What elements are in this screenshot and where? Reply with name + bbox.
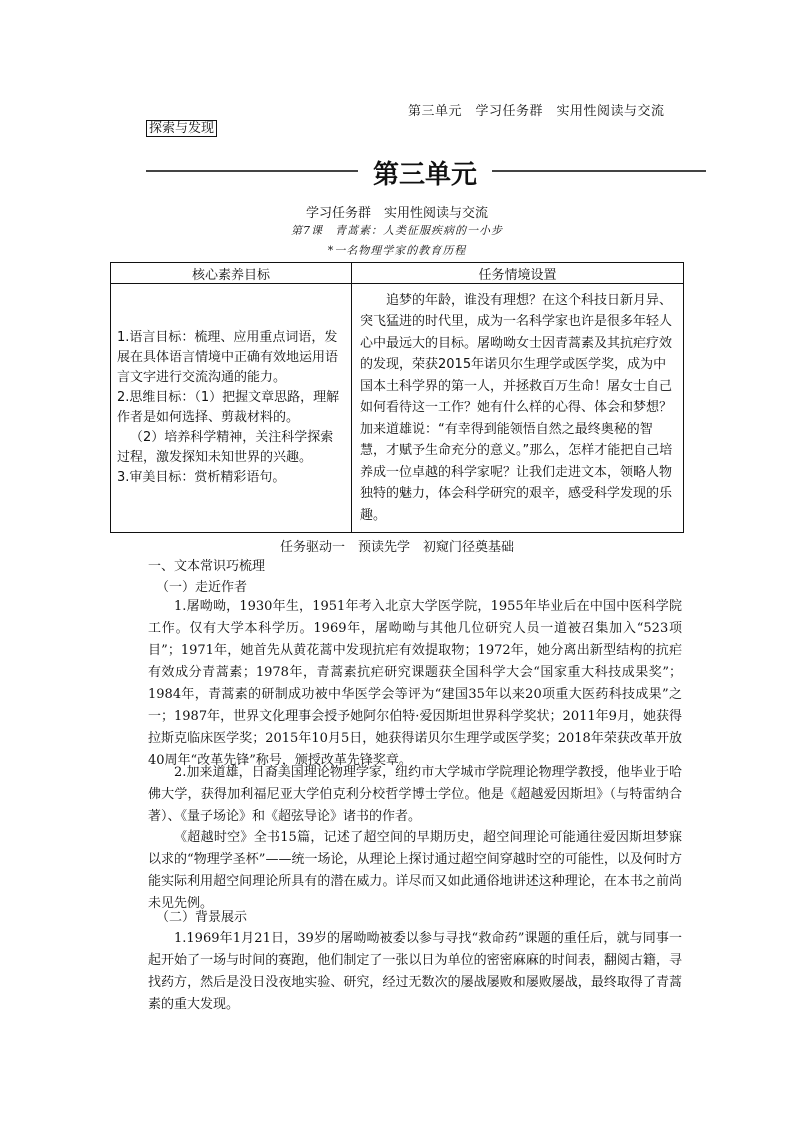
paragraph-tu-youyou	[148, 596, 682, 772]
subheading-background: （二）背景展示	[156, 910, 248, 925]
paragraph-text: 《超越时空》全书15篇，记述了超空间的早期历史，超空间理论可能通往爱因斯坦梦寐以求的“物理学圣杯”——统一场论，从理论上探讨通过超空间穿越时空的可能性，以及何时方能实际利用超空间理论所具有的潜在威力。详尽而又如此通俗地讲述这种理论，在本书之前尚未见先例。	[148, 830, 682, 911]
goals-table	[110, 262, 684, 533]
core-goals-header: 核心素养目标	[111, 263, 352, 284]
paragraph-text: 2.加来道雄，日裔美国理论物理学家，纽约市大学城市学院理论物理学教授，他毕业于哈佛大学，获得加利福尼亚大学伯克利分校哲学博士学位。他是《超越爱因斯坦》（与特雷纳合著）、《量子场论》和《超弦导论》诸书的作者。	[148, 765, 682, 824]
paragraph-text: 1.1969年1月21日，39岁的屠呦呦被委以参与寻找“救命药”课题的重任后，就与同事一起开始了一场与时间的赛跑，他们制定了一张以日为单位的密密麻麻的时间表，翻阅古籍，寻找药方，然后是没日没夜地实验、研究，经过无数次的屡战屡败和屡败屡战，最终取得了青蒿素的重大发现。	[148, 931, 682, 1012]
paragraph-background	[148, 928, 682, 1016]
core-goals-cell	[111, 284, 352, 533]
task-group-title: 学习任务群 实用性阅读与交流	[305, 206, 488, 221]
heading-text-knowledge: 一、文本常识巧梳理	[148, 559, 266, 574]
goal-thinking: 2.思维目标：（1）把握文章思路，理解作者是如何选择、剪裁材料的。	[117, 390, 340, 425]
title-rule-right	[492, 170, 706, 172]
goal-thinking-2: （2）培养科学精神，关注科学探索过程，激发探知未知世界的兴趣。	[117, 430, 334, 465]
lesson-subtitle: *一名物理学家的教育历程	[327, 244, 467, 257]
paragraph-text: 1.屠呦呦，1930年生，1951年考入北京大学医学院，1955年毕业后在中国中医科学院工作。仅有大学本科学历。1969年，屠呦呦与其他几位研究人员一道被召集加入“523项目”；1971年，她首先从黄花蒿中发现抗疟有效提取物；1972年，她分离出新型结构的抗疟有效成分青蒿素；1978年，青蒿素抗疟研究课题获全国科学大会“国家重大科技成果奖”；1984年，青蒿素的研制成功被中华医学会等评为“建国35年以来20项重大医药科技成果”之一；1987年，世界文化理事会授予她阿尔伯特·爱因斯坦世界科学奖状；2011年9月，她获得拉斯克临床医学奖；2015年10月5日，她获得诺贝尔生理学或医学奖；2018年荣获改革开放40周年“改革先锋”称号，颁授改革先锋奖章。	[148, 599, 682, 768]
unit-title: 第三单元	[372, 160, 477, 190]
goal-language: 1.语言目标：梳理、应用重点词语，发展在具体语言情境中正确有效地运用语言文字进行交流沟通的能力。	[117, 330, 339, 385]
title-rule-left	[146, 170, 358, 172]
paragraph-hyperspace	[148, 827, 682, 915]
goal-aesthetic: 3.审美目标：赏析精彩语句。	[117, 470, 286, 485]
task-drive-title: 任务驱动一 预读先学 初窥门径奠基础	[279, 540, 514, 555]
subheading-author: （一）走近作者	[156, 580, 248, 595]
running-head: 第三单元 学习任务群 实用性阅读与交流	[408, 104, 665, 119]
section-tag: 探索与发现	[146, 120, 217, 137]
scenario-header: 任务情境设置	[352, 263, 684, 284]
scenario-cell	[352, 284, 684, 533]
scenario-text: 追梦的年龄，谁没有理想？在这个科技日新月异、突飞猛进的时代里，成为一名科学家也许是很多年轻人心中最远大的目标。屠呦呦女士因青蒿素及其抗疟疗效的发现，荣获2015年诺贝尔生理学或医学奖，成为中国本土科学界的第一人，并拯救百万生命！屠女士自己如何看待这一工作？她有什么样的心得、体会和梦想？ 加来道雄说：“有幸得到能领悟自然之最终奥秘的智慧，才赋予生命充分的意义。”那么，怎样才能把自己培养成一位卓越的科学家呢？让我们走进文本，领略人物独特的魅力，体会科学研究的艰辛，感受科学发现的乐趣。	[360, 292, 673, 523]
lesson-title: 第7课 青蒿素：人类征服疾病的一小步	[291, 224, 503, 237]
paragraph-kaku	[148, 762, 682, 828]
